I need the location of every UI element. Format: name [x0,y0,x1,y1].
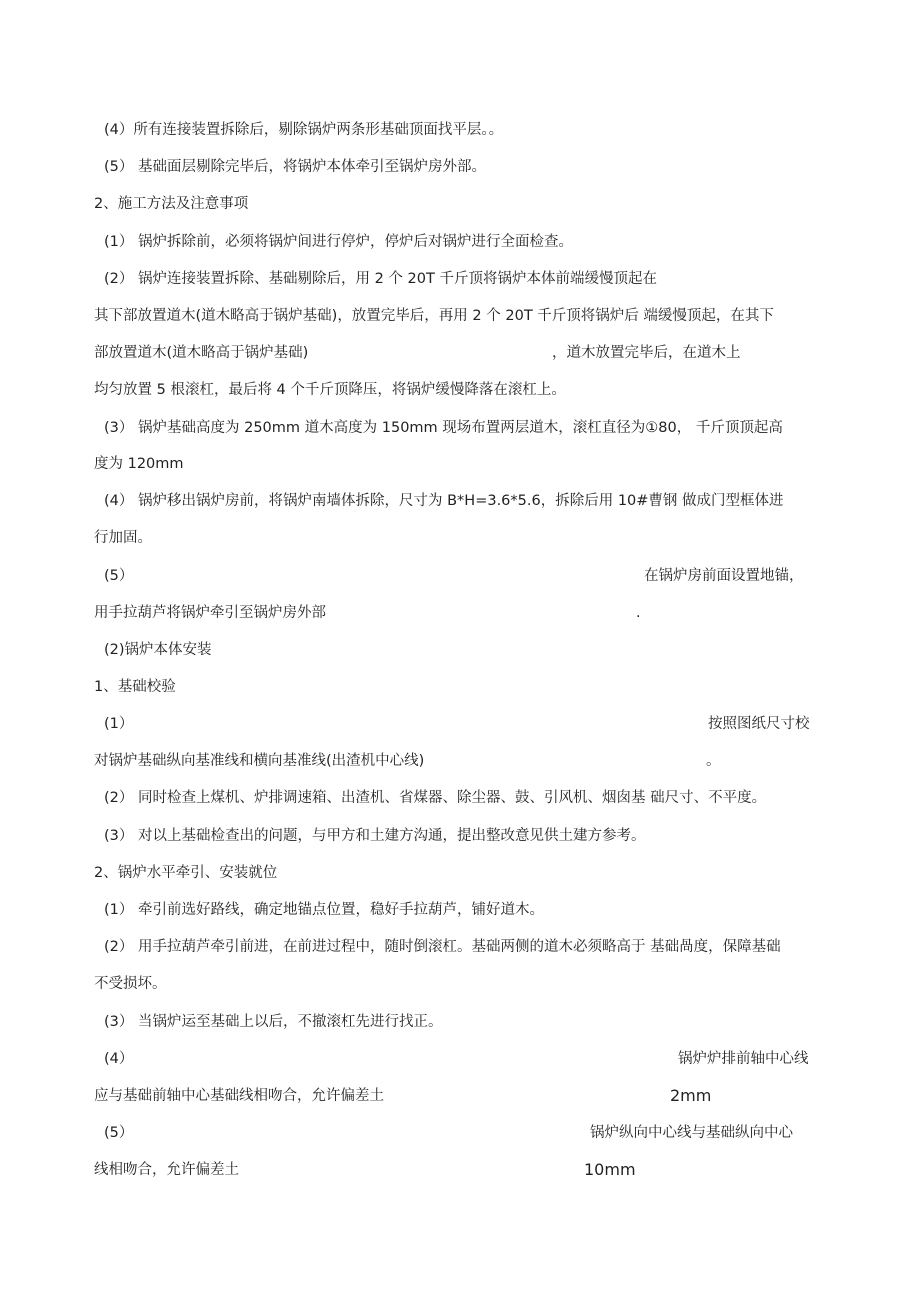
text-line-content: (5） 基础面层剔除完毕后，将锅炉本体牵引至锅炉房外部。 [104,159,486,175]
text-line-content: (3） 锅炉基础高度为 250mm 道木高度为 150mm 现场布置两层道木，滚杠直径为①80， 千斤顶顶起高 [104,420,783,436]
text-line-left: 应与基础前轴中心基础线相吻合，允许偏差土 [94,1088,384,1104]
text-line-right: 锅炉纵向中心线与基础纵向中心 [590,1125,793,1141]
text-line-content: (1） 锅炉拆除前，必须将锅炉间进行停炉，停炉后对锅炉进行全面检查。 [104,234,573,250]
text-line-left: (5） [104,1125,134,1141]
text-line-28 [0,1121,920,1145]
text-line-content: (1） 牵引前选好路线，确定地锚点位置，稳好手拉葫芦，铺好道木。 [104,902,544,918]
text-line-content: (3） 当锅炉运至基础上以后，不撤滚杠先进行找正。 [104,1014,443,1030]
text-line-9 [0,416,920,440]
text-line-24 [0,972,920,996]
text-line-19 [0,786,920,810]
text-line-29 [0,1158,920,1182]
text-line-2 [0,155,920,179]
text-line-left: (5） [104,568,134,584]
text-line-right: 按照图纸尺寸校 [708,716,810,732]
text-line-left: 部放置道木(道木略高于锅炉基础) [94,345,309,361]
text-line-23 [0,935,920,959]
text-line-11 [0,489,920,513]
text-line-7 [0,341,920,365]
text-line-18 [0,749,920,773]
text-line-25 [0,1010,920,1034]
text-line-17 [0,712,920,736]
text-line-right: . [636,605,641,621]
text-line-12 [0,526,920,550]
text-line-left: (1） [104,716,134,732]
text-line-27 [0,1084,920,1108]
text-line-1 [0,118,920,142]
text-line-6 [0,304,920,328]
text-line-26 [0,1047,920,1071]
text-line-8 [0,378,920,402]
text-line-content: (2） 锅炉连接装置拆除、基础剔除后，用 2 个 20T 千斤顶将锅炉本体前端缓慢顶起在 [104,271,657,287]
text-line-left: 对锅炉基础纵向基准线和横向基准线(出渣机中心线) [94,753,425,769]
text-line-content: 2、锅炉水平牵引、安装就位 [94,865,278,881]
text-line-20 [0,824,920,848]
text-line-content: (2)锅炉本体安装 [104,642,212,658]
text-line-14 [0,601,920,625]
text-line-content: 均匀放置 5 根滚杠，最后将 4 个千斤顶降压，将锅炉缓慢降落在滚杠上。 [94,382,566,398]
text-line-content: 其下部放置道木(道木略高于锅炉基础)，放置完毕后，再用 2 个 20T 千斤顶将锅炉后 端缓慢顶起，在其下 [94,308,774,324]
text-line-right: 。 [706,753,721,769]
text-line-content: (4）所有连接装置拆除后，剔除锅炉两条形基础顶面找平层。。 [104,122,504,138]
subsection-heading [0,638,920,662]
text-line-right: 10mm [584,1160,636,1179]
text-line-content: (2） 同时检查上煤机、炉排调速箱、出渣机、省煤器、除尘器、鼓、引风机、烟囱基 础尺寸、不平度。 [104,790,767,806]
section-heading [0,192,920,216]
text-line-right: 在锅炉房前面设置地锚， [644,568,804,584]
text-line-content: 2、施工方法及注意事项 [94,196,249,212]
section-heading [0,675,920,699]
text-line-content: 1、基础校验 [94,679,176,695]
text-line-content: (4） 锅炉移出锅炉房前，将锅炉南墙体拆除，尺寸为 B*H=3.6*5.6，拆除后用 10#曹钢 做成门型框体进 [104,493,784,509]
text-line-right: 2mm [670,1086,712,1105]
text-line-content: (2） 用手拉葫芦牵引前进，在前进过程中，随时倒滚杠。基础两侧的道木必须略高于 基础咼度，保障基础 [104,939,781,955]
text-line-left: 用手拉葫芦将锅炉牵引至锅炉房外部 [94,605,326,621]
text-line-4 [0,230,920,254]
text-line-right: ，道木放置完毕后，在道木上 [552,345,741,361]
text-line-22 [0,898,920,922]
text-line-content: 行加固。 [94,530,152,546]
section-heading [0,861,920,885]
text-line-content: 度为 120mm [94,456,184,472]
text-line-left: (4） [104,1051,134,1067]
text-line-content: (3） 对以上基础检查出的问题，与甲方和土建方沟通，提出整改意见供土建方参考。 [104,828,646,844]
text-line-left: 线相吻合，允许偏差土 [94,1162,239,1178]
text-line-10 [0,452,920,476]
text-line-13 [0,564,920,588]
text-line-5 [0,267,920,291]
text-line-right: 锅炉炉排前轴中心线 [678,1051,809,1067]
text-line-content: 不受损坏。 [94,976,167,992]
